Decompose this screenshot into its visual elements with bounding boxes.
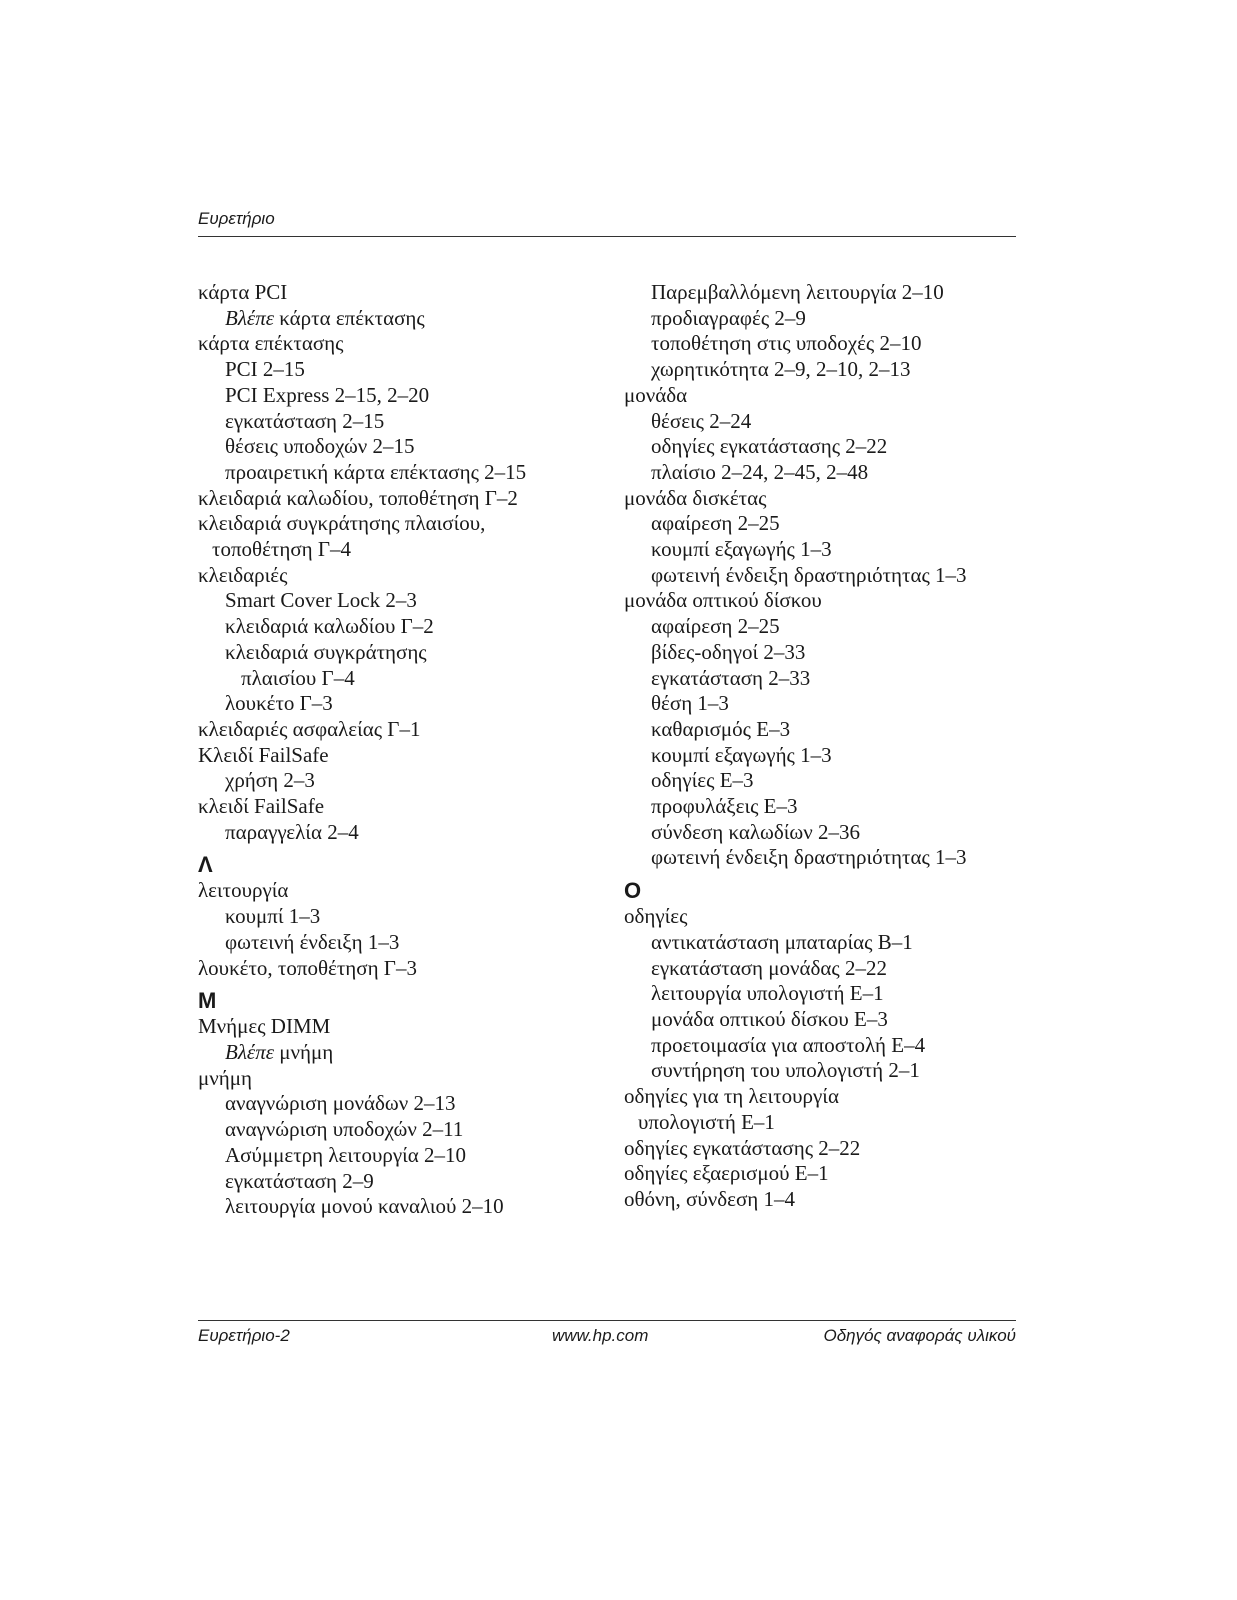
index-entry: κλειδαριές ασφαλείας Γ–1 — [198, 716, 421, 741]
index-subentry: προφυλάξεις Ε–3 — [651, 794, 798, 819]
footer-document-title: Οδηγός αναφοράς υλικού — [823, 1326, 1016, 1345]
index-entry: οδηγίες εξαερισμού Ε–1 — [624, 1161, 829, 1186]
index-subentry: κλειδαριά καλωδίου Γ–2 — [225, 614, 434, 639]
index-subentry: προαιρετική κάρτα επέκτασης 2–15 — [225, 459, 527, 484]
index-subentry: οδηγίες εγκατάστασης 2–22 — [651, 434, 888, 459]
index-entry: οδηγίες για τη λειτουργία — [624, 1084, 839, 1109]
index-subentry: αφαίρεση 2–25 — [651, 511, 780, 536]
index-letter-heading: Ο — [624, 878, 642, 904]
index-subentry: καθαρισμός Ε–3 — [651, 716, 791, 741]
index-entry: Κλειδί FailSafe — [198, 742, 329, 767]
index-entry: κλειδί FailSafe — [198, 794, 325, 819]
index-subentry: κουμπί εξαγωγής 1–3 — [651, 537, 832, 562]
index-subentry: λειτουργία υπολογιστή Ε–1 — [651, 981, 884, 1006]
index-subentry: κλειδαριά συγκράτησης — [225, 639, 427, 664]
index-entry: μονάδα — [624, 382, 688, 407]
index-subentry: θέσεις υποδοχών 2–15 — [225, 434, 415, 459]
index-entry: κλειδαριά καλωδίου, τοποθέτηση Γ–2 — [198, 485, 518, 510]
index-subentry: αναγνώριση υποδοχών 2–11 — [225, 1117, 464, 1142]
index-subentry: μονάδα οπτικού δίσκου Ε–3 — [651, 1006, 888, 1031]
index-subentry: αφαίρεση 2–25 — [651, 614, 780, 639]
index-subentry: εγκατάσταση 2–15 — [225, 408, 385, 433]
index-subentry: εγκατάσταση μονάδας 2–22 — [651, 955, 887, 980]
index-entry: Μνήμες DIMM — [198, 1014, 331, 1039]
index-entry: μονάδα δισκέτας — [624, 485, 767, 510]
index-subentry: φωτεινή ένδειξη 1–3 — [225, 929, 400, 954]
index-subentry: Παρεμβαλλόμενη λειτουργία 2–10 — [651, 280, 944, 304]
index-subentry: πλαισίου Γ–4 — [241, 665, 355, 690]
index-subentry: εγκατάσταση 2–9 — [225, 1168, 374, 1193]
index-subentry: προετοιμασία για αποστολή Ε–4 — [651, 1032, 926, 1057]
index-subentry: χωρητικότητα 2–9, 2–10, 2–13 — [651, 357, 911, 382]
index-subentry: συντήρηση του υπολογιστή 2–1 — [651, 1058, 920, 1083]
index-subentry: λουκέτο Γ–3 — [225, 691, 333, 716]
index-subentry: σύνδεση καλωδίων 2–36 — [651, 819, 860, 844]
index-subentry: Ασύμμετρη λειτουργία 2–10 — [225, 1142, 467, 1167]
index-entry: οθόνη, σύνδεση 1–4 — [624, 1186, 796, 1211]
index-subentry — [198, 1040, 608, 1066]
index-subentry: θέση 1–3 — [651, 691, 729, 716]
see-reference-target: κάρτα επέκτασης — [274, 305, 425, 330]
index-subentry: τοποθέτηση στις υποδοχές 2–10 — [651, 331, 922, 356]
index-subentry: αναγνώριση μονάδων 2–13 — [225, 1091, 456, 1116]
index-subentry: παραγγελία 2–4 — [225, 819, 359, 844]
index-subentry: λειτουργία μονού καναλιού 2–10 — [225, 1194, 504, 1219]
index-subentry: προδιαγραφές 2–9 — [651, 305, 806, 330]
page-footer — [198, 1320, 1016, 1351]
index-entry: μνήμη — [198, 1065, 252, 1090]
footer-website: www.hp.com — [552, 1326, 649, 1345]
see-reference-target: μνήμη — [274, 1039, 334, 1064]
index-entry-continuation: τοποθέτηση Γ–4 — [212, 537, 352, 562]
index-subentry: θέσεις 2–24 — [651, 408, 752, 433]
index-subentry: Smart Cover Lock 2–3 — [225, 588, 417, 613]
see-reference-label: Βλέπε — [225, 1039, 274, 1064]
index-entry: μονάδα οπτικού δίσκου — [624, 588, 822, 613]
index-subentry: PCI 2–15 — [225, 357, 305, 382]
index-entry: κάρτα PCI — [198, 280, 288, 304]
index-entry-continuation: υπολογιστή Ε–1 — [638, 1109, 775, 1134]
page-header — [198, 208, 1016, 237]
index-entry: οδηγίες εγκατάστασης 2–22 — [624, 1135, 861, 1160]
index-subentry: χρήση 2–3 — [225, 768, 315, 793]
footer-page-number: Ευρετήριο-2 — [198, 1326, 290, 1345]
index-entry: λουκέτο, τοποθέτηση Γ–3 — [198, 955, 417, 980]
index-subentry: εγκατάσταση 2–33 — [651, 665, 811, 690]
see-reference-label: Βλέπε — [225, 305, 274, 330]
index-subentry: βίδες-οδηγοί 2–33 — [651, 639, 806, 664]
index-letter-heading: Μ — [198, 988, 217, 1014]
index-subentry: PCI Express 2–15, 2–20 — [225, 382, 430, 407]
index-entry: λειτουργία — [198, 878, 289, 903]
index-subentry: αντικατάσταση μπαταρίας Β–1 — [651, 929, 913, 954]
index-column-left — [198, 280, 608, 1220]
index-letter-heading: Λ — [198, 852, 213, 878]
index-column-right — [624, 280, 1034, 1213]
index-entry: κάρτα επέκτασης — [198, 331, 344, 356]
index-subentry: κουμπί 1–3 — [225, 904, 321, 929]
index-entry: κλειδαριές — [198, 562, 288, 587]
index-entry: κλειδαριά συγκράτησης πλαισίου, — [198, 511, 486, 536]
index-entry: οδηγίες — [624, 904, 688, 929]
index-subentry: φωτεινή ένδειξη δραστηριότητας 1–3 — [651, 562, 967, 587]
index-subentry: πλαίσιο 2–24, 2–45, 2–48 — [651, 459, 869, 484]
header-title: Ευρετήριο — [198, 209, 275, 228]
index-subentry: φωτεινή ένδειξη δραστηριότητας 1–3 — [651, 845, 967, 870]
index-subentry: κουμπί εξαγωγής 1–3 — [651, 742, 832, 767]
index-subentry — [198, 306, 608, 332]
index-subentry: οδηγίες Ε–3 — [651, 768, 754, 793]
